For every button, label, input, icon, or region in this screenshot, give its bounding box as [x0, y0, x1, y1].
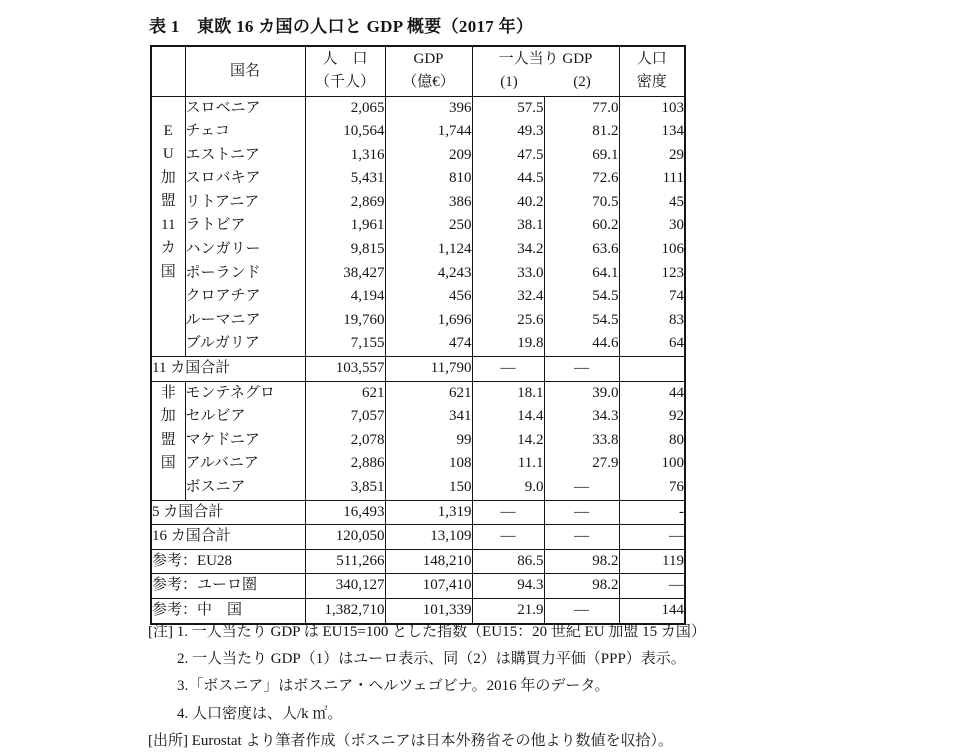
cell-per-capita-1: ―: [472, 525, 544, 550]
cell-gdp: 107,410: [385, 574, 472, 599]
cell-per-capita-1: 14.4: [472, 405, 544, 429]
header-row: [151, 46, 685, 96]
total-label: 11 カ国合計: [151, 357, 305, 382]
cell-density: 83: [619, 309, 685, 333]
cell-per-capita-1: 38.1: [472, 214, 544, 238]
table-row: [151, 262, 685, 286]
cell-country: ポーランド: [185, 262, 305, 286]
header-country: 国名: [185, 46, 305, 96]
cell-per-capita-2: 54.5: [544, 309, 619, 333]
cell-per-capita-1: 25.6: [472, 309, 544, 333]
cell-density: 106: [619, 238, 685, 262]
cell-density: 100: [619, 452, 685, 476]
cell-gdp: 150: [385, 476, 472, 500]
reference-row-euro-area: [151, 574, 685, 599]
cell-population: 120,050: [305, 525, 385, 550]
cell-population: 9,815: [305, 238, 385, 262]
cell-per-capita-1: 9.0: [472, 476, 544, 500]
table-row: [151, 238, 685, 262]
cell-population: 2,078: [305, 429, 385, 453]
cell-per-capita-1: 44.5: [472, 167, 544, 191]
cell-gdp: 108: [385, 452, 472, 476]
cell-gdp: 209: [385, 144, 472, 168]
cell-per-capita-2: 34.3: [544, 405, 619, 429]
footnotes: [148, 619, 888, 752]
cell-per-capita-2: 27.9: [544, 452, 619, 476]
cell-per-capita-2: ―: [544, 598, 619, 623]
cell-population: 2,065: [305, 96, 385, 120]
cell-population: 3,851: [305, 476, 385, 500]
table-row: [151, 405, 685, 429]
cell-per-capita-1: 32.4: [472, 285, 544, 309]
group-label-non-members: 非 加 盟 国: [151, 381, 185, 500]
cell-country: ルーマニア: [185, 309, 305, 333]
source-note: [出所] Eurostat より筆者作成（ボスニアは日本外務省その他より数値を収拾）。: [148, 732, 673, 749]
population-gdp-table: [150, 45, 686, 625]
cell-density: 44: [619, 381, 685, 405]
cell-population: 1,316: [305, 144, 385, 168]
cell-per-capita-1: 19.8: [472, 332, 544, 356]
cell-per-capita-2: 60.2: [544, 214, 619, 238]
cell-population: 38,427: [305, 262, 385, 286]
table-row: [151, 476, 685, 500]
cell-population: 1,961: [305, 214, 385, 238]
total-label: 16 カ国合計: [151, 525, 305, 550]
cell-population: 7,057: [305, 405, 385, 429]
cell-population: 511,266: [305, 549, 385, 574]
cell-gdp: 101,339: [385, 598, 472, 623]
note-3: 3.「ボスニア」はボスニア・ヘルツェゴビナ。2016 年のデータ。: [177, 678, 610, 695]
cell-gdp: 148,210: [385, 549, 472, 574]
cell-density: ―: [619, 525, 685, 550]
header-density-line2: 密度: [636, 74, 667, 91]
cell-density: 123: [619, 262, 685, 286]
table-title: 表 1 東欧 16 カ国の人口と GDP 概要（2017 年）: [149, 17, 534, 36]
cell-per-capita-2: 81.2: [544, 120, 619, 144]
table-row: [151, 214, 685, 238]
header-gdp: [385, 46, 472, 96]
cell-gdp: 4,243: [385, 262, 472, 286]
cell-country: ブルガリア: [185, 332, 305, 356]
cell-per-capita-2: 63.6: [544, 238, 619, 262]
cell-per-capita-1: 57.5: [472, 96, 544, 120]
total-row-5-countries: [151, 500, 685, 525]
cell-density: 111: [619, 167, 685, 191]
cell-per-capita-2: ―: [544, 500, 619, 525]
cell-gdp: 1,319: [385, 500, 472, 525]
total-row-11-countries: [151, 357, 685, 382]
cell-density: 134: [619, 120, 685, 144]
cell-per-capita-1: 86.5: [472, 549, 544, 574]
header-per-capita-gdp: [472, 46, 619, 96]
table-row: [151, 191, 685, 215]
cell-country: クロアチア: [185, 285, 305, 309]
cell-gdp: 621: [385, 381, 472, 405]
header-gdp-line2: （億€）: [402, 74, 455, 91]
cell-gdp: 1,696: [385, 309, 472, 333]
header-corner-cell: [151, 46, 185, 96]
cell-country: マケドニア: [185, 429, 305, 453]
cell-per-capita-2: 69.1: [544, 144, 619, 168]
cell-per-capita-1: 14.2: [472, 429, 544, 453]
cell-country: ボスニア: [185, 476, 305, 500]
cell-per-capita-1: ―: [472, 357, 544, 382]
reference-label: 参考：ユーロ圏: [151, 574, 305, 599]
cell-population: 5,431: [305, 167, 385, 191]
header-density-line1: 人口: [636, 51, 667, 68]
cell-density: 29: [619, 144, 685, 168]
table-row: [151, 167, 685, 191]
cell-country: モンテネグロ: [185, 381, 305, 405]
cell-gdp: 810: [385, 167, 472, 191]
cell-gdp: 250: [385, 214, 472, 238]
header-population: [305, 46, 385, 96]
table-row: [151, 96, 685, 120]
cell-per-capita-1: 11.1: [472, 452, 544, 476]
cell-per-capita-1: 47.5: [472, 144, 544, 168]
cell-per-capita-2: 98.2: [544, 574, 619, 599]
cell-population: 103,557: [305, 357, 385, 382]
cell-gdp: 13,109: [385, 525, 472, 550]
total-row-16-countries: [151, 525, 685, 550]
cell-country: チェコ: [185, 120, 305, 144]
cell-population: 621: [305, 381, 385, 405]
cell-per-capita-2: 64.1: [544, 262, 619, 286]
cell-gdp: 474: [385, 332, 472, 356]
header-per-capita-1: (1): [500, 74, 518, 91]
cell-country: セルビア: [185, 405, 305, 429]
cell-population: 10,564: [305, 120, 385, 144]
reference-label: 参考：EU28: [151, 549, 305, 574]
cell-gdp: 386: [385, 191, 472, 215]
cell-per-capita-1: ―: [472, 500, 544, 525]
header-per-capita-2: (2): [573, 74, 591, 91]
cell-density: 92: [619, 405, 685, 429]
cell-density: 74: [619, 285, 685, 309]
cell-per-capita-1: 33.0: [472, 262, 544, 286]
cell-density: 80: [619, 429, 685, 453]
cell-density: 119: [619, 549, 685, 574]
cell-gdp: 1,124: [385, 238, 472, 262]
cell-country: リトアニア: [185, 191, 305, 215]
cell-population: 1,382,710: [305, 598, 385, 623]
header-density: [619, 46, 685, 96]
note-2: 2. 一人当たり GDP（1）はユーロ表示、同（2）は購買力平価（PPP）表示。: [177, 651, 686, 668]
cell-country: スロベニア: [185, 96, 305, 120]
reference-row-eu28: [151, 549, 685, 574]
header-per-capita-sublabels: [473, 71, 619, 94]
cell-per-capita-1: 49.3: [472, 120, 544, 144]
cell-gdp: 341: [385, 405, 472, 429]
group-label-eu-members: E U 加 盟 11 カ 国: [151, 96, 185, 357]
cell-gdp: 456: [385, 285, 472, 309]
cell-population: 2,869: [305, 191, 385, 215]
note-1: [注] 1. 一人当たり GDP は EU15=100 とした指数（EU15：20 世紀 EU 加盟 15 カ国）: [148, 624, 706, 640]
cell-density: [619, 357, 685, 382]
table-row: [151, 381, 685, 405]
cell-density: 64: [619, 332, 685, 356]
header-gdp-line1: GDP: [413, 51, 444, 68]
cell-density: -: [619, 500, 685, 525]
cell-population: 2,886: [305, 452, 385, 476]
cell-density: 103: [619, 96, 685, 120]
cell-population: 19,760: [305, 309, 385, 333]
cell-per-capita-1: 94.3: [472, 574, 544, 599]
cell-gdp: 99: [385, 429, 472, 453]
cell-per-capita-2: ―: [544, 357, 619, 382]
note-4: 4. 人口密度は、人/k ㎡。: [177, 705, 343, 722]
cell-density: 45: [619, 191, 685, 215]
cell-country: ラトビア: [185, 214, 305, 238]
cell-per-capita-2: 54.5: [544, 285, 619, 309]
cell-country: アルバニア: [185, 452, 305, 476]
total-label: 5 カ国合計: [151, 500, 305, 525]
header-population-line2: （千人）: [314, 74, 375, 91]
cell-per-capita-2: ―: [544, 525, 619, 550]
table-row: [151, 429, 685, 453]
cell-density: 76: [619, 476, 685, 500]
table-row: [151, 120, 685, 144]
cell-density: 30: [619, 214, 685, 238]
cell-population: 4,194: [305, 285, 385, 309]
cell-gdp: 11,790: [385, 357, 472, 382]
cell-per-capita-1: 40.2: [472, 191, 544, 215]
cell-population: 16,493: [305, 500, 385, 525]
cell-per-capita-2: 77.0: [544, 96, 619, 120]
cell-population: 340,127: [305, 574, 385, 599]
cell-per-capita-2: 72.6: [544, 167, 619, 191]
cell-gdp: 396: [385, 96, 472, 120]
cell-population: 7,155: [305, 332, 385, 356]
cell-density: 144: [619, 598, 685, 623]
cell-density: ―: [619, 574, 685, 599]
header-per-capita-label: 一人当り GDP: [498, 51, 593, 68]
table-row: [151, 452, 685, 476]
cell-country: エストニア: [185, 144, 305, 168]
table-row: [151, 144, 685, 168]
cell-gdp: 1,744: [385, 120, 472, 144]
table-row: [151, 285, 685, 309]
cell-per-capita-1: 21.9: [472, 598, 544, 623]
cell-per-capita-2: 33.8: [544, 429, 619, 453]
table-row: [151, 309, 685, 333]
cell-per-capita-1: 34.2: [472, 238, 544, 262]
cell-country: ハンガリー: [185, 238, 305, 262]
cell-per-capita-2: 39.0: [544, 381, 619, 405]
header-population-line1: 人 口: [322, 51, 368, 68]
cell-per-capita-2: 44.6: [544, 332, 619, 356]
cell-country: スロバキア: [185, 167, 305, 191]
cell-per-capita-1: 18.1: [472, 381, 544, 405]
cell-per-capita-2: 98.2: [544, 549, 619, 574]
cell-per-capita-2: 70.5: [544, 191, 619, 215]
table-row: [151, 332, 685, 356]
cell-per-capita-2: ―: [544, 476, 619, 500]
reference-label: 参考：中 国: [151, 598, 305, 623]
